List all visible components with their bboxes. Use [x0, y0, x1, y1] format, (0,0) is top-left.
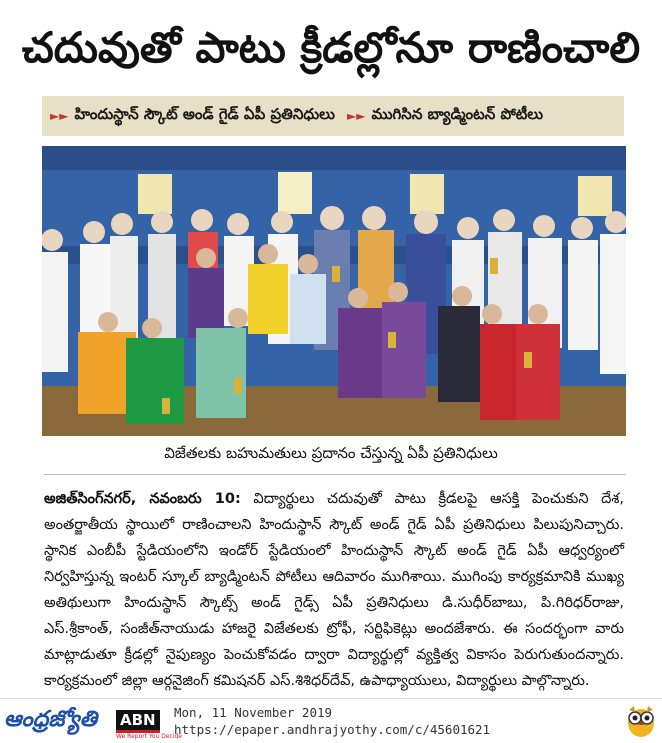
subhead-item-1: హిందుస్థాన్ స్కౌట్ అండ్ గైడ్ ఏపీ ప్రతినిధులు [74, 105, 336, 123]
abn-tagline: We Report You Decide [116, 733, 183, 740]
news-photo [42, 146, 626, 436]
subhead-item-2: ముగిసిన బ్యాడ్మింటన్ పోటీలు [371, 105, 544, 123]
footer-meta [174, 704, 490, 738]
source-url[interactable]: https://epaper.andhrajyothy.com/c/45601621 [174, 722, 491, 737]
photo-caption: విజేతలకు బహుమతులు ప్రదానం చేస్తున్న ఏపీ ప్రతినిధులు [164, 444, 498, 462]
headline: చదువుతో పాటు క్రీడల్లోనూ రాణించాలి [21, 23, 641, 72]
andhrajyothy-logo: ఆంధ్రజ్యోతి [4, 707, 97, 732]
article-text: విద్యార్థులు చదువుతో పాటు క్రీడలపై ఆసక్తి పెంచుకుని దేశ, అంతర్జాతీయ స్థాయిలో రాణించాలని హిందుస్థాన్ స్కౌట్ అండ్ గైడ్ ఏపీ ప్రతినిధులు పిలుపునిచ్చారు. స్థానిక ఎంబీపీ స్టేడియంలోని ఇండోర్ స్టేడియంలో హిందుస్థాన్ స్కౌట్ అండ్ గైడ్ ఏపీ ఆధ్వర్యంలో నిర్వహిస్తున్న ఇంటర్ స్కూల్ బ్యాడ్మింటన్ పోటీలు ఆదివారం ముగిశాయి. ముగింపు కార్యక్రమానికి ముఖ్య అతిథులుగా హిందుస్థాన్ స్కౌట్స్ అండ్ గైడ్స్ ఏపీ ప్రతినిధులు డి.సుధీర్‌బాబు, పి.గిరిధర్‌రాజు, ఎస్.శ్రీకాంత్, సంజీత్‌నాయుడు హాజరై విజేతలకు ట్రోఫీ, సర్టిఫికెట్లు అందజేశారు. ఈ సందర్భంగా వారు మాట్లాడుతూ క్రీడల్లో నైపుణ్యం పెంచుకోవడం ద్వారా విద్యార్థుల్లో వ్యక్తిత్వ వికాసం పెరుగుతుందన్నారు. కార్యక్రమంలో జిల్లా ఆర్గనైజింగ్ కమిషనర్ ఎస్.శిశిధర్‌దేవ్, ఉపాధ్యాయులు, విద్యార్థులు పాల్గొన్నారు. [44, 491, 624, 689]
double-chevron-right-icon: ►► [347, 109, 366, 123]
footer [0, 698, 662, 743]
abn-logo: ABN [116, 710, 160, 733]
double-chevron-right-icon: ►► [50, 109, 69, 123]
dateline: అజిత్‌సింగ్‌నగర్, నవంబరు 10: [44, 491, 241, 507]
owl-icon [626, 704, 656, 738]
publish-date: Mon, 11 November 2019 [174, 705, 333, 720]
divider [44, 474, 626, 475]
subhead-bar [42, 96, 624, 136]
article-body [44, 486, 624, 694]
